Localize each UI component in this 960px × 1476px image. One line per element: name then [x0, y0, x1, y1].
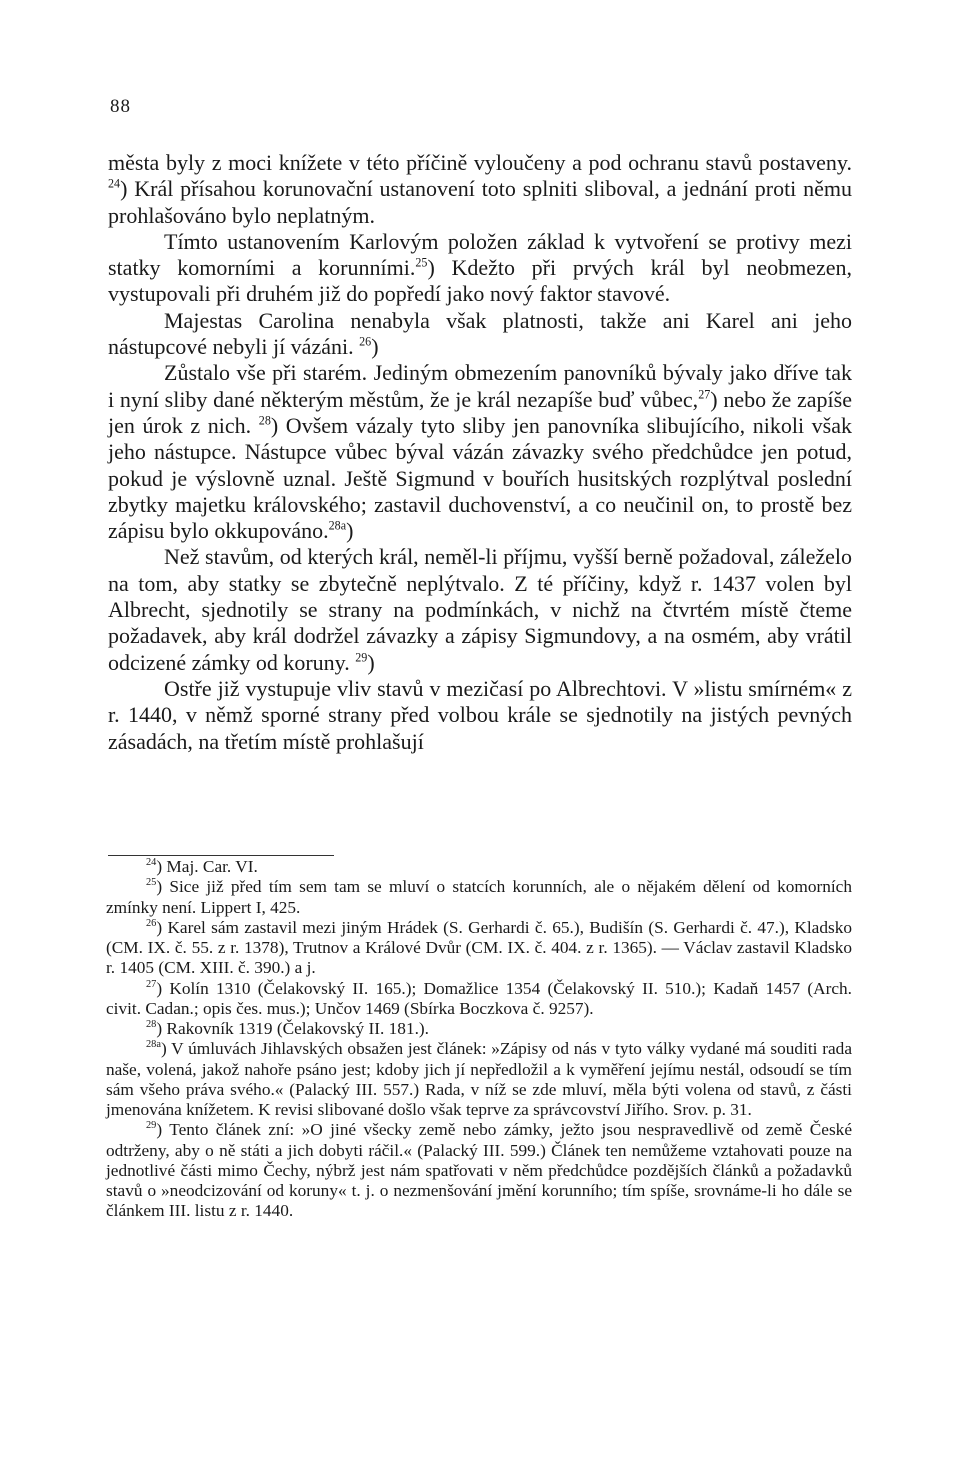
footnote-ref: 29 — [355, 650, 368, 665]
footnote-number: 26 — [146, 917, 157, 929]
footnote-number: 29 — [146, 1120, 157, 1132]
text-span: ) Kdežto při prvých král byl neobmezen, vystupovali při druhém již do popředí jako nový faktor stavové. — [108, 255, 852, 307]
footnote-number: 27 — [146, 978, 157, 990]
text-span: města byly z moci knížete v této příčině vyloučeny a pod ochranu stavů postaveny. — [108, 150, 852, 175]
paragraph-3 — [108, 308, 852, 361]
footnote-text: ) Kolín 1310 (Čelakovský II. 165.); Domažlice 1354 (Čelakovský II. 510.); Kadaň 1457 (Arch. civit. Cadan.; opis čes. mus.); Unčov 1469 (Sbírka Boczkova č. 9257). — [106, 978, 852, 1018]
footnote-ref: 27 — [698, 387, 711, 402]
text-span: ) Král přísahou korunovační ustanovení toto splniti sliboval, a jednání proti němu prohlašováno bylo neplatným. — [108, 176, 852, 228]
footnote-text: ) Tento článek zní: »O jiné všecky země nebo zámky, ježto jsou nespravedlivě od země České odtrženy, aby o ně státi a jich dobyti ráčil.« (Palacký III. 599.) Článek ten nemůžeme vztahovati pouze na jednotlivé části mimo Čechy, nýbrž jest nám spatřovati v něm předchůdce pozdějších článků a požadavků stavů o »neodcizování od koruny« t. j. o nezmenšování jmění korunního; tím spíše, srovnáme-li ho dále se článkem III. listu z r. 1440. — [106, 1120, 852, 1221]
text-span: Zůstalo vše při starém. Jediným obmezením panovníků bývaly jako dříve tak i nyní sliby dané některým městům, že je král nezapíše buď vůbec, — [108, 360, 852, 412]
footnote — [106, 1039, 852, 1120]
text-span: ) — [371, 334, 379, 360]
text-span: ) nebo že zapíše jen úrok z nich. — [108, 386, 852, 438]
paragraph-4 — [108, 360, 852, 544]
footnote — [106, 857, 852, 877]
page-number: 88 — [110, 96, 131, 117]
footnote-ref: 25 — [415, 255, 428, 270]
footnote-ref: 24 — [108, 176, 121, 191]
footnote-text: ) Karel sám zastavil mezi jiným Hrádek (S. Gerhardi č. 65.), Budišín (S. Gerhardi č. 47.), Kladsko (CM. IX. č. 55. z r. 1378), Trutnov a Králové Dvůr (CM. IX. č. 404. z r. 1365). — Václav zastavil Kladsko r. 1405 (CM. XIII. č. 390.) a j. — [106, 917, 852, 978]
footnote-number: 25 — [146, 877, 157, 889]
footnote — [106, 918, 852, 979]
footnote-number: 28a — [146, 1039, 161, 1051]
footnote-ref: 28 — [258, 413, 271, 428]
footnote-text: ) Rakovník 1319 (Čelakovský II. 181.). — [156, 1019, 429, 1038]
footnote — [106, 979, 852, 1020]
footnote — [106, 877, 852, 918]
footnote-text: ) Sice již před tím sem tam se mluví o statcích korunních, ale o nějakém dělení od komorních zmínky není. Lippert I, 425. — [106, 877, 852, 917]
footnote-text: ) V úmluvách Jihlavských obsažen jest článek: »Zápisy od nás v tyto války vydané má souditi rada naše, volená, jakož nahoře psáno jest; kdoby jich jí nepředložil a k vyměření jejímu nestál, odsoudí se tím sám všeho práva svého.« (Palacký III. 557.) Rada, v níž se zde mluví, měla býti volena od stavů, z části jmenována knížetem. K revisi slibované došlo však teprve za správcovství Jiřího. Srov. p. 31. — [106, 1039, 852, 1119]
paragraph-1 — [108, 150, 852, 229]
text-span: Majestas Carolina nenabyla však platnosti, takže ani Karel ani jeho nástupcové nebyli jí vázáni. — [108, 307, 852, 360]
text-span: ) — [346, 518, 354, 544]
footnote-ref: 28a — [328, 518, 347, 533]
footnotes — [106, 857, 852, 1222]
main-text — [108, 150, 852, 755]
paragraph-2 — [108, 229, 852, 308]
paragraph-6 — [108, 676, 852, 755]
footnote-ref: 26 — [359, 334, 372, 349]
footnote — [106, 1120, 852, 1221]
text-span: ) — [367, 649, 375, 675]
paragraph-5 — [108, 544, 852, 675]
footnote-divider — [108, 855, 334, 856]
footnote-number: 28 — [146, 1019, 157, 1031]
text-span: Tímto ustanovením Karlovým položen základ k vytvoření se protivy mezi statky komorními a korunními. — [108, 228, 852, 281]
text-span: Ostře již vystupuje vliv stavů v mezičasí po Albrechtovi. V »listu smírném« z r. 1440, v němž sporné strany před volbou krále se sjednotily na jistých pevných zásadách, na třetím místě prohlašují — [108, 675, 852, 754]
text-span: Než stavům, od kterých král, neměl-li příjmu, vyšší berně požadoval, záleželo na tom, aby statky se zbytečně neplýtvalo. Z té příčiny, když r. 1437 volen byl Albrecht, sjednotily se strany na podmínkách, v nichž na čtvrtém místě čteme požadavek, aby král dodržel závazky a zápisy Sigmundovy, a na osmém, aby vrátil odcizené zámky od koruny. — [108, 544, 852, 675]
footnote-number: 24 — [146, 857, 157, 869]
footnote — [106, 1019, 852, 1039]
footnote-text: ) Maj. Car. VI. — [156, 857, 258, 876]
text-span: ) Ovšem vázaly tyto sliby jen panovníka slibujícího, nikoli však jeho nástupce. Nástupce vůbec býval vázán závazky svého předchůdce jen potud, pokud je výslovně uznal. Ještě Sigmund v bouřích husitských rozplýtval poslední zbytky majetku královského; zastavil duchovenství, a co neučinil on, to prostě bez zápisu bylo okkupováno. — [108, 412, 852, 544]
